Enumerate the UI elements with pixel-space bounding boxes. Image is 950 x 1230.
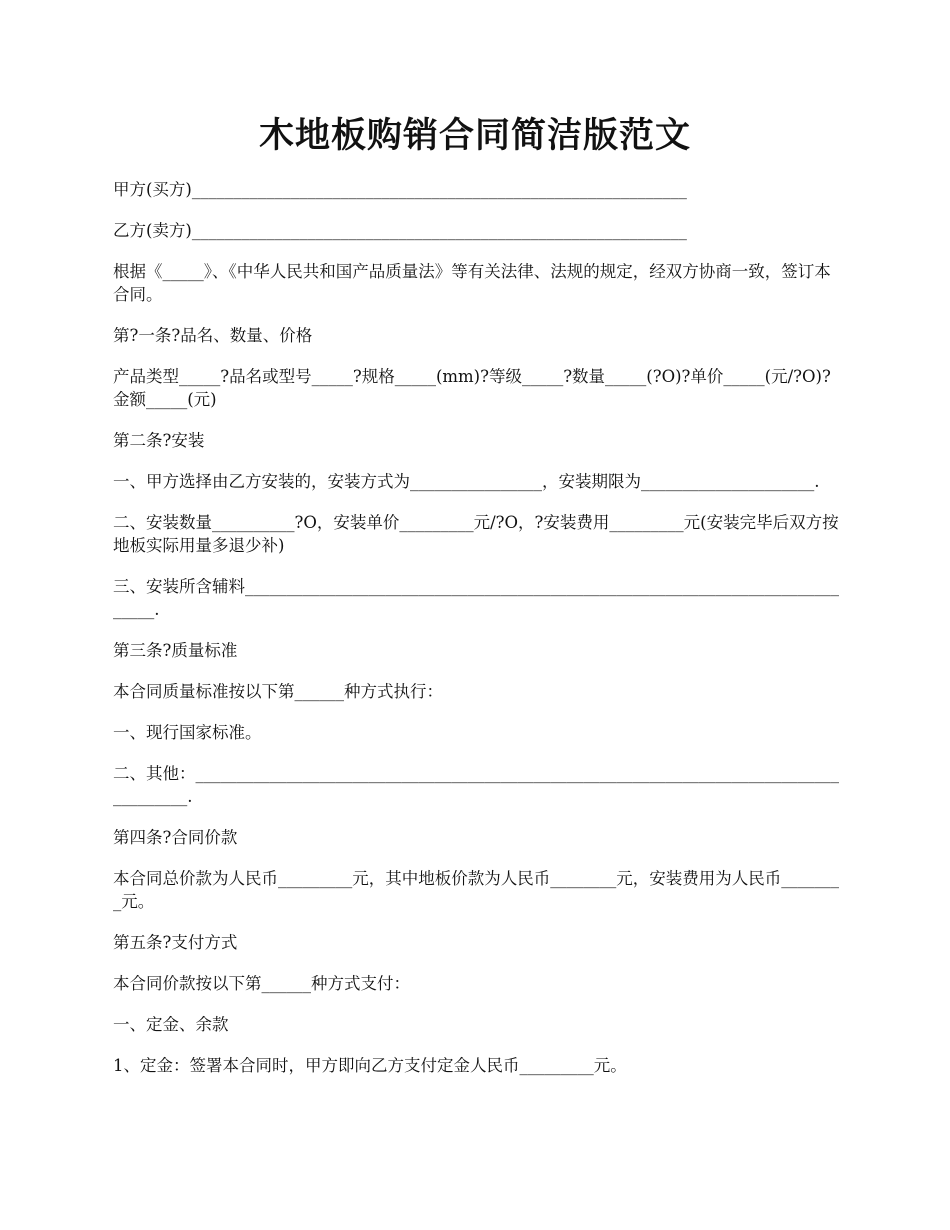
preamble-paragraph: 根据《_____》、《中华人民共和国产品质量法》等有关法律、法规的规定，经双方协商一致，签订本合同。 (113, 262, 831, 304)
article-5-deposit: 1、定金：签署本合同时，甲方即向乙方支付定金人民币_________元。 (113, 1056, 627, 1075)
article-1-product-line: 产品类型_____?品名或型号_____?规格_____(mm)?等级_____?数量_____(?O)?单价_____(元/?O)?金额_____(元) (113, 367, 831, 409)
article-3-intro: 本合同质量标准按以下第______种方式执行： (113, 682, 443, 701)
article-3-heading: 第三条?质量标准 (113, 641, 238, 660)
document-title: 木地板购销合同简洁版范文 (258, 115, 691, 156)
article-3-option-1: 一、现行国家标准。 (113, 723, 262, 742)
article-2-clause-2: 二、安装数量__________?O，安装单价_________元/?O，?安装费用_________元(安装完毕后双方按地板实际用量多退少补) (113, 513, 839, 555)
party-a-line: 甲方(买方)____________________________________________________________ (113, 180, 687, 199)
article-2-heading: 第二条?安装 (113, 431, 205, 450)
article-1-heading: 第?一条?品名、数量、价格 (113, 326, 313, 345)
article-4-heading: 第四条?合同价款 (113, 828, 238, 847)
article-2-clause-1: 一、甲方选择由乙方安装的，安装方式为________________，安装期限为_____________________. (113, 472, 820, 491)
article-4-price: 本合同总价款为人民币_________元，其中地板价款为人民币________元，安装费用为人民币________元。 (113, 869, 839, 911)
article-5-heading: 第五条?支付方式 (113, 933, 238, 952)
article-5-option-1: 一、定金、余款 (113, 1015, 229, 1034)
article-2-clause-3: 三、安装所含辅料_____________________________________________________________________________. (113, 577, 839, 619)
document-body (113, 178, 841, 1095)
article-3-option-2: 二、其他：_______________________________________________________________________________________. (113, 764, 839, 806)
article-5-intro: 本合同价款按以下第______种方式支付： (113, 974, 410, 993)
party-b-line: 乙方(卖方)____________________________________________________________ (113, 221, 687, 240)
